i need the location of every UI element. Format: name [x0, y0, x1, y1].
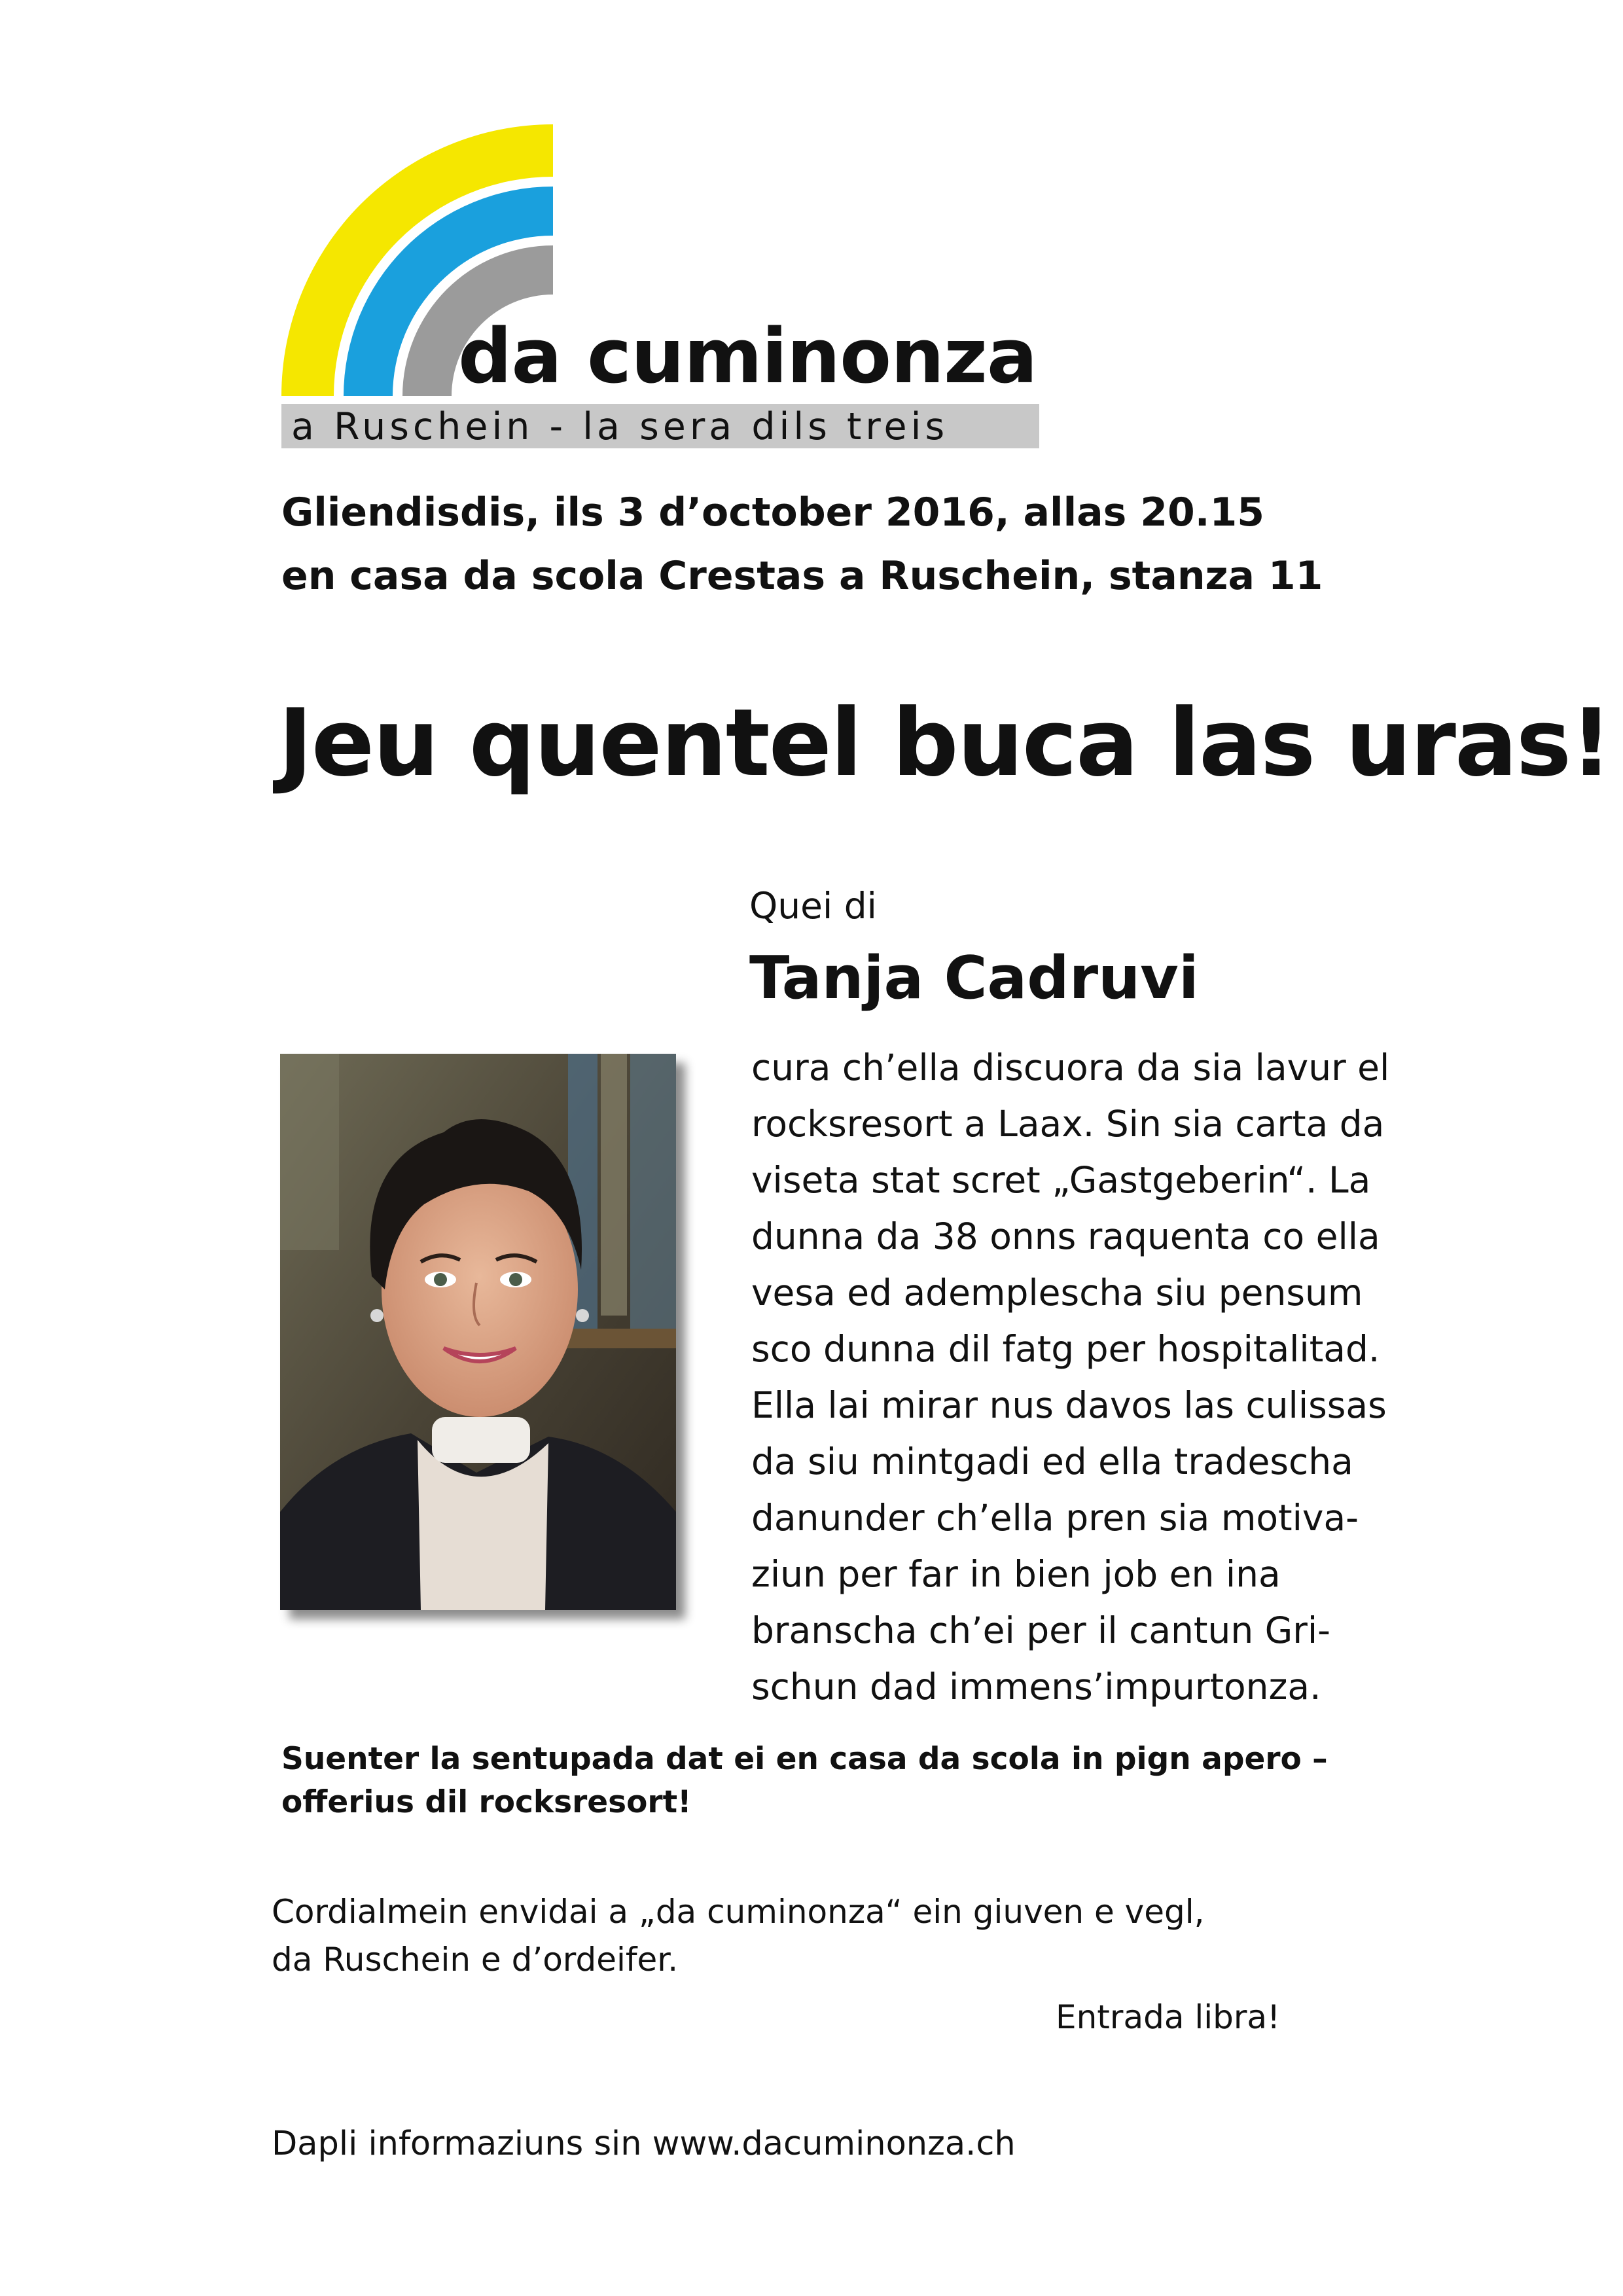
- logo-title: da cuminonza: [458, 313, 1037, 401]
- portrait-illustration: [280, 1054, 676, 1610]
- free-entry: Entrada libra!: [1056, 1998, 1281, 2036]
- bio-line: vesa ed ademplescha siu pensum: [751, 1272, 1363, 1314]
- headline: Jeu quentel buca las uras!: [278, 689, 1611, 797]
- bio-line: rocksresort a Laax. Sin sia carta da: [751, 1103, 1385, 1145]
- bio-line: branscha ch’ei per il cantun Gri-: [751, 1609, 1331, 1651]
- speaker-name: Tanja Cadruvi: [749, 944, 1199, 1013]
- invite-line-1: Cordialmein envidai a „da cuminonza“ ein giuven e vegl,: [272, 1893, 1205, 1931]
- speaker-intro: Quei di: [749, 885, 877, 927]
- bio-line: Ella lai mirar nus davos las culissas: [751, 1384, 1387, 1426]
- bio-line: cura ch’ella discuora da sia lavur el: [751, 1047, 1390, 1088]
- invite-line-2: da Ruschein e d’ordeifer.: [272, 1941, 679, 1979]
- apero-line-1: Suenter la sentupada dat ei en casa da scola in pign apero –: [281, 1741, 1328, 1777]
- apero-line-2: offerius dil rocksresort!: [281, 1784, 692, 1820]
- bio-line: dunna da 38 onns raquenta co ella: [751, 1215, 1380, 1257]
- bio-line: viseta stat scret „Gastgeberin“. La: [751, 1159, 1371, 1201]
- event-date: Gliendisdis, ils 3 d’october 2016, allas 20.15: [281, 490, 1265, 535]
- speaker-portrait: [280, 1054, 676, 1610]
- invitation: [272, 1888, 1205, 1984]
- speaker-bio: [751, 1039, 1504, 1715]
- bio-line: danunder ch’ella pren sia motiva-: [751, 1497, 1359, 1539]
- more-info: Dapli informaziuns sin www.dacuminonza.ch: [272, 2125, 1016, 2163]
- event-location: en casa da scola Crestas a Ruschein, stanza 11: [281, 553, 1323, 599]
- logo-subtitle: a Ruschein - la sera dils treis: [291, 405, 949, 448]
- bio-line: ziun per far in bien job en ina: [751, 1553, 1281, 1595]
- bio-line: sco dunna dil fatg per hospitalitad.: [751, 1328, 1380, 1370]
- apero-notice: [281, 1738, 1328, 1824]
- bio-line: da siu mintgadi ed ella tradescha: [751, 1441, 1353, 1482]
- bio-line: schun dad immens’impurtonza.: [751, 1666, 1321, 1708]
